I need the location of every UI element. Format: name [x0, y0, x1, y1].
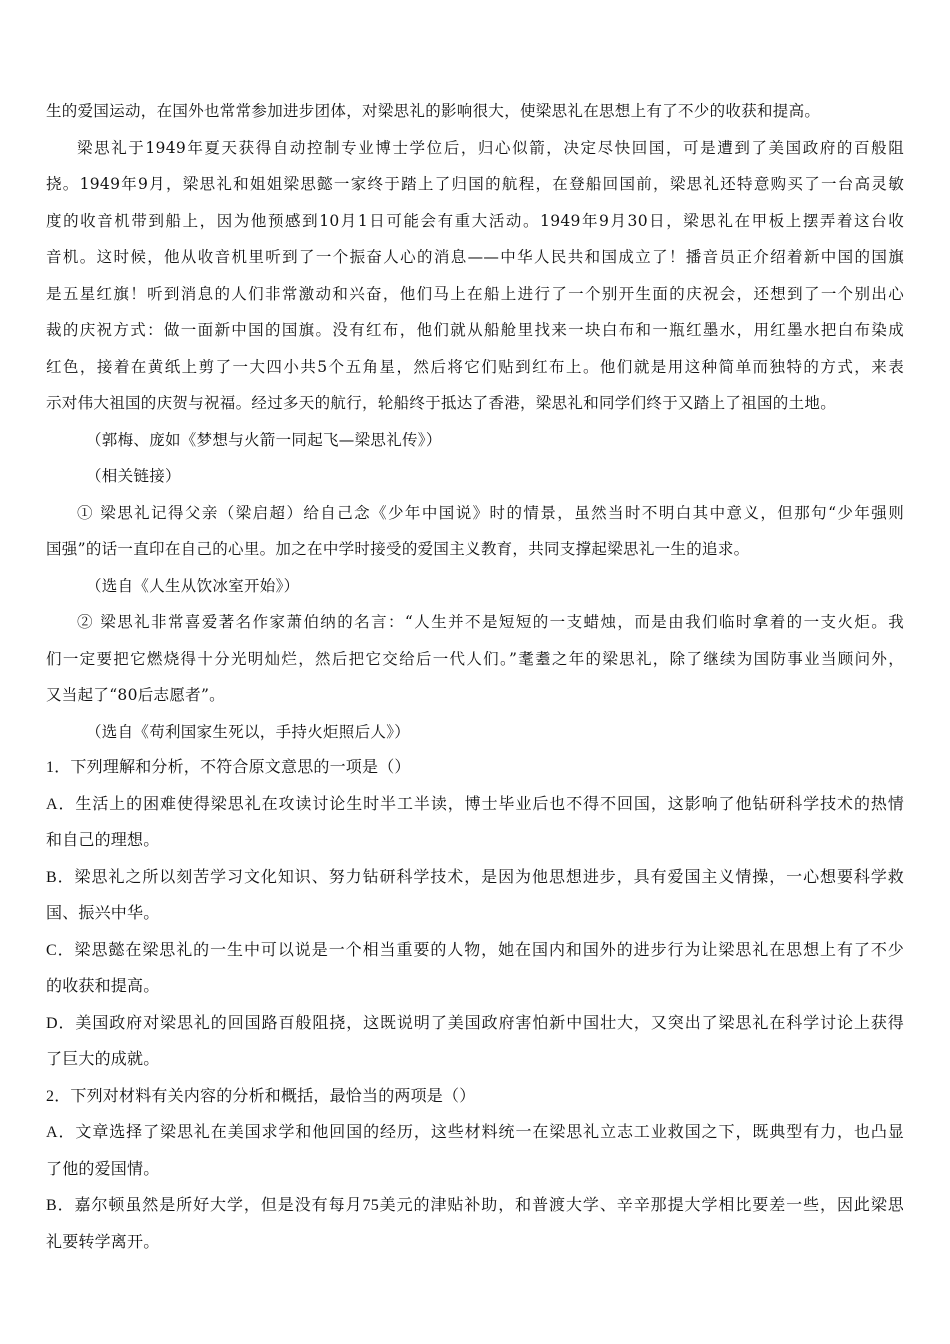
option-1c: C．梁思懿在梁思礼的一生中可以说是一个相当重要的人物，她在国内和国外的进步行为让梁思礼在思想上有了不少 — [46, 941, 904, 959]
passage-line: 红色，接着在黄纸上剪了一大四小共5个五角星，然后将它们贴到红布上。他们就是用这种简单而独特的方式，来表 — [46, 357, 904, 376]
passage-line: 裁的庆祝方式：做一面新中国的国旗。没有红布，他们就从船舱里找来一块白布和一瓶红墨水，用红墨水把白布染成 — [46, 321, 904, 339]
related-link-2-cont: 们一定要把它燃烧得十分光明灿烂，然后把它交给后一代人们。”耄耋之年的梁思礼，除了继续为国防事业当顾问外， — [46, 649, 904, 668]
option-2b: B．嘉尔顿虽然是所好大学，但是没有每月75美元的津贴补助，和普渡大学、辛辛那提大学相比要差一些，因此梁思 — [46, 1197, 904, 1214]
option-1d-cont: 了巨大的成就。 — [46, 1051, 160, 1068]
option-1a: A．生活上的困难使得梁思礼在攻读讨论生时半工半读，博士毕业后也不得不回国，这影响了他钻研科学技术的热情 — [46, 795, 904, 813]
passage-line: 度的收音机带到船上，因为他预感到10月1日可能会有重大活动。1949年9月30日，梁思礼在甲板上摆弄着这台收 — [46, 211, 904, 230]
related-link-2: ② 梁思礼非常喜爱著名作家萧伯纳的名言：“人生并不是短短的一支蜡烛，而是由我们临时拿着的一支火炬。我 — [77, 613, 904, 631]
option-2a: A．文章选择了梁思礼在美国求学和他回国的经历，这些材料统一在梁思礼立志工业救国之下，既典型有力，也凸显 — [46, 1124, 904, 1141]
option-1b: B．梁思礼之所以刻苦学习文化知识、努力钻研科学技术，是因为他思想进步，具有爱国主义情操，一心想要科学救 — [46, 868, 904, 886]
option-1c-cont: 的收获和提高。 — [46, 978, 160, 995]
passage-line: 音机。这时候，他从收音机里听到了一个振奋人心的消息——中华人民共和国成立了！播音员正介绍着新中国的国旗 — [46, 248, 904, 266]
related-link-1-cont: 国强”的话一直印在自己的心里。加之在中学时接受的爱国主义教育，共同支撑起梁思礼一生的追求。 — [46, 540, 750, 558]
passage-line: 梁思礼于1949年夏天获得自动控制专业博士学位后，归心似箭，决定尽快回国，可是遭到了美国政府的百般阻 — [77, 138, 904, 157]
source-citation: （郭梅、庞如《梦想与火箭一同起飞—梁思礼传》） — [86, 430, 442, 449]
option-1b-cont: 国、振兴中华。 — [46, 905, 160, 922]
related-link-1: ① 梁思礼记得父亲（梁启超）给自己念《少年中国说》时的情景，虽然当时不明白其中意义，但那句“少年强则 — [77, 503, 904, 522]
passage-line: 生的爱国运动，在国外也常常参加进步团体，对梁思礼的影响很大，使梁思礼在思想上有了不少的收获和提高。 — [46, 102, 821, 120]
question-2-stem: 2．下列对材料有关内容的分析和概括，最恰当的两项是（） — [46, 1087, 476, 1105]
related-link-2-cont: 又当起了“80后志愿者”。 — [46, 686, 225, 704]
passage-line: 挠。1949年9月，梁思礼和姐姐梁思懿一家终于踏上了归国的航程，在登船回国前，梁思礼还特意购买了一台高灵敏 — [46, 175, 904, 193]
question-1-stem: 1．下列理解和分析，不符合原文意思的一项是（） — [46, 759, 411, 776]
source-citation: （选自《苟利国家生死以，手持火炬照后人》） — [86, 722, 411, 741]
passage-line: 示对伟大祖国的庆贺与祝福。经过多天的航行，轮船终于抵达了香港，梁思礼和同学们终于又踏上了祖国的土地。 — [46, 394, 837, 412]
option-2a-cont: 了他的爱国情。 — [46, 1160, 160, 1178]
passage-line: 是五星红旗！听到消息的人们非常激动和兴奋，他们马上在船上进行了一个别开生面的庆祝会，还想到了一个别出心 — [46, 284, 904, 303]
source-citation: （选自《人生从饮冰室开始》） — [86, 576, 300, 595]
option-1a-cont: 和自己的理想。 — [46, 832, 160, 849]
option-2b-cont: 礼要转学离开。 — [46, 1233, 160, 1251]
option-1d: D．美国政府对梁思礼的回国路百般阻挠，这既说明了美国政府害怕新中国壮大，又突出了梁思礼在科学讨论上获得 — [46, 1014, 904, 1032]
related-links-heading: （相关链接） — [86, 467, 181, 485]
